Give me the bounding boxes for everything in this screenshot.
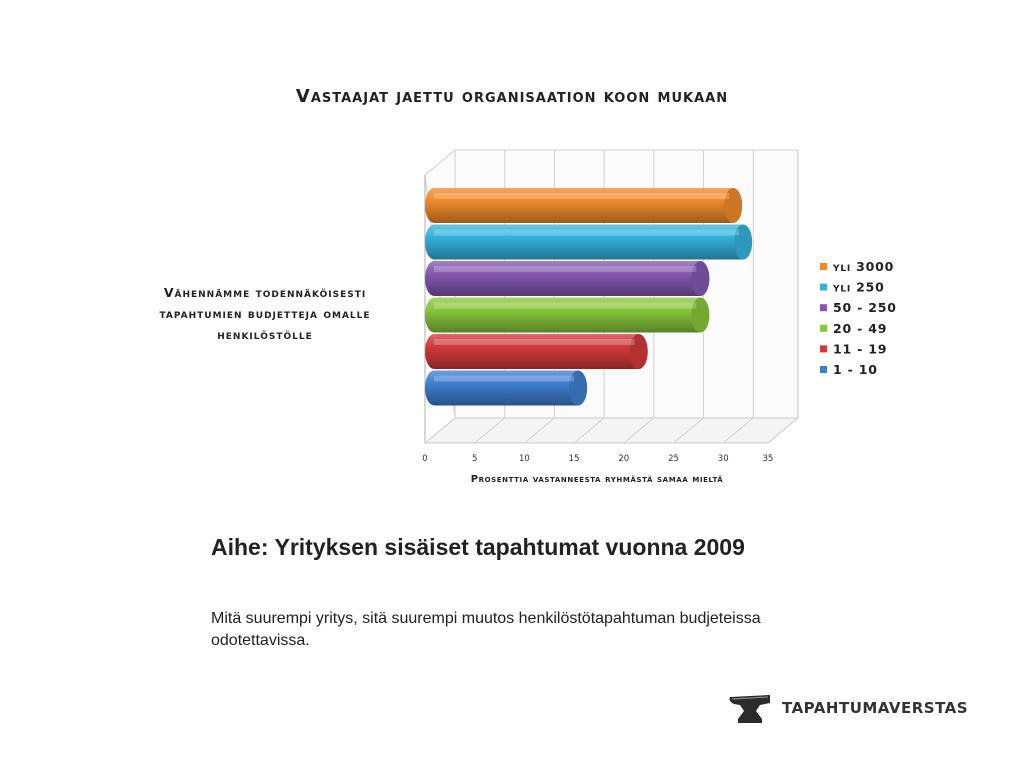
logo — [726, 688, 968, 728]
bar-highlight — [434, 376, 574, 382]
x-tick-label: 10 — [518, 454, 530, 464]
bar-yli250 — [425, 225, 752, 260]
bar-1-10 — [425, 371, 587, 406]
x-tick-label: 25 — [668, 454, 679, 464]
chart-title: Vastaajat jaettu organisaation koon mukaan — [295, 86, 729, 107]
x-tick-label: 30 — [717, 454, 729, 464]
legend-label: yli 3000 — [833, 259, 895, 274]
legend-swatch — [820, 345, 827, 352]
y-axis-label-line-2: tapahtumien budjetteja omalle — [159, 306, 371, 321]
x-tick-label: 0 — [422, 454, 428, 464]
legend-swatch — [820, 263, 827, 270]
bar-20-49 — [425, 298, 709, 333]
legend-label: 11 - 19 — [833, 341, 888, 357]
slide-body-text: Mitä suurempi yritys, sitä suurempi muutos henkilöstötapahtuman budjeteissa odotettavissa. — [211, 610, 761, 649]
bar-highlight — [434, 266, 696, 272]
chart-floor — [425, 418, 798, 443]
x-tick-label: 35 — [762, 454, 774, 464]
bar-yli3000 — [425, 188, 742, 223]
x-axis-label: Prosenttia vastanneesta ryhmästä samaa mieltä — [470, 474, 724, 485]
legend-label: 1 - 10 — [833, 362, 878, 377]
y-axis-label-line-3: henkilöstölle — [217, 327, 313, 342]
slide-title: Aihe: Yrityksen sisäiset tapahtumat vuonna 2009 — [211, 534, 745, 560]
x-tick-label: 5 — [471, 454, 478, 464]
x-tick-label: 15 — [568, 454, 580, 464]
anvil-icon — [726, 689, 774, 727]
bar-highlight — [434, 230, 739, 236]
bar-highlight — [434, 339, 635, 345]
y-axis-label-line-1: Vähennämme todennäköisesti — [163, 285, 367, 300]
x-tick-label: 20 — [618, 454, 630, 464]
bar-50-250 — [425, 261, 709, 296]
legend-swatch — [820, 325, 827, 332]
bar-highlight — [434, 193, 729, 199]
legend-label: yli 250 — [833, 279, 885, 295]
legend-label: 50 - 250 — [833, 300, 897, 316]
bar-11-19 — [425, 334, 648, 369]
legend-label: 20 - 49 — [833, 320, 888, 336]
legend-swatch — [820, 284, 827, 291]
logo-text: TAPAHTUMAVERSTAS — [782, 699, 969, 717]
legend-swatch — [820, 366, 827, 373]
bar-highlight — [434, 303, 696, 309]
legend-swatch — [820, 304, 827, 311]
